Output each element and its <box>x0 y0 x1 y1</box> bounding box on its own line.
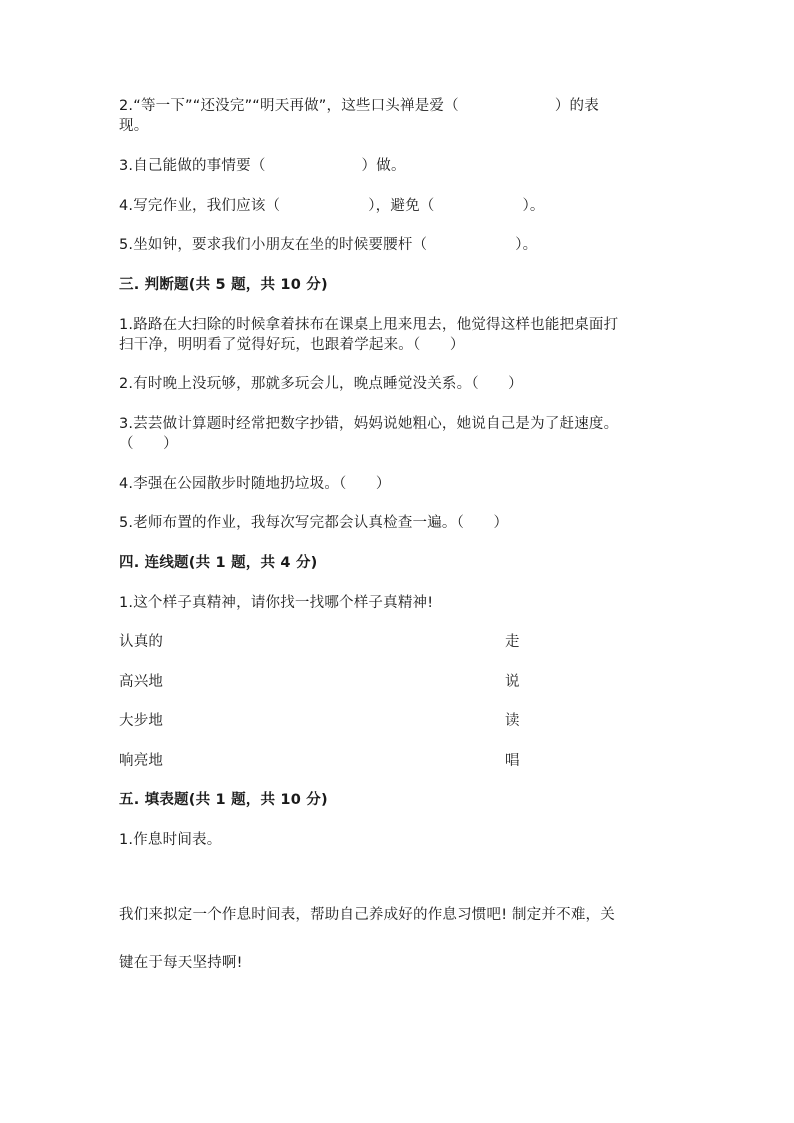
fill-q4 <box>119 196 545 216</box>
fill-q3-text-a: 3.自己能做的事情要（ <box>119 158 266 174</box>
judge-q1-line1: 1.路路在大扫除的时候拿着抹布在课桌上甩来甩去，他觉得这样也能把桌面打 <box>119 317 619 333</box>
section-heading-match: 四. 连线题(共 1 题，共 4 分) <box>119 555 318 571</box>
judge-q2: 2.有时晚上没玩够，那就多玩会儿，晚点睡觉没关系。（ ） <box>119 376 523 392</box>
fill-q5-text-a: 5.坐如钟，要求我们小朋友在坐的时候要腰杆（ <box>119 237 428 253</box>
match-right-item[interactable]: 唱 <box>505 753 520 769</box>
section-heading-table: 五. 填表题(共 1 题，共 10 分) <box>119 792 328 808</box>
fill-q2-text-a: 2.“等一下”“还没完”“明天再做”，这些口头禅是爱（ <box>119 98 459 114</box>
fill-q3 <box>119 156 406 176</box>
fill-q3-text-b: ）做。 <box>361 158 406 174</box>
section-heading-judge: 三. 判断题(共 5 题，共 10 分) <box>119 277 328 293</box>
fill-q2-text-b: ）的表 <box>554 98 599 114</box>
fill-q4-text-c: ）。 <box>522 198 545 214</box>
match-left-item[interactable]: 响亮地 <box>119 753 164 769</box>
match-q1: 1.这个样子真精神，请你找一找哪个样子真精神! <box>119 595 434 611</box>
fill-q2-line1 <box>119 96 599 116</box>
fill-q5 <box>119 235 537 255</box>
table-intro-line2: 键在于每天坚持啊! <box>119 955 243 971</box>
fill-q5-text-b: ）。 <box>515 237 538 253</box>
judge-q3-line1: 3.芸芸做计算题时经常把数字抄错，妈妈说她粗心，她说自己是为了赶速度。 <box>119 416 619 432</box>
fill-q4-text-a: 4.写完作业，我们应该（ <box>119 198 281 214</box>
fill-q4-text-b: ），避免（ <box>368 198 435 214</box>
judge-q3-line2: （ ） <box>119 436 178 452</box>
match-left-item[interactable]: 认真的 <box>119 634 164 650</box>
match-right-item[interactable]: 读 <box>505 713 520 729</box>
table-q1: 1.作息时间表。 <box>119 832 222 848</box>
match-left-item[interactable]: 高兴地 <box>119 674 164 690</box>
table-intro-line1: 我们来拟定一个作息时间表，帮助自己养成好的作息习惯吧! 制定并不难，关 <box>119 907 615 923</box>
fill-q2-line2: 现。 <box>119 118 149 134</box>
judge-q4: 4.李强在公园散步时随地扔垃圾。（ ） <box>119 476 391 492</box>
match-left-item[interactable]: 大步地 <box>119 713 164 729</box>
match-right-item[interactable]: 说 <box>505 674 520 690</box>
judge-q1-line2: 扫干净，明明看了觉得好玩，也跟着学起来。（ ） <box>119 337 465 353</box>
judge-q5: 5.老师布置的作业，我每次写完都会认真检查一遍。（ ） <box>119 515 509 531</box>
match-right-item[interactable]: 走 <box>505 634 520 650</box>
